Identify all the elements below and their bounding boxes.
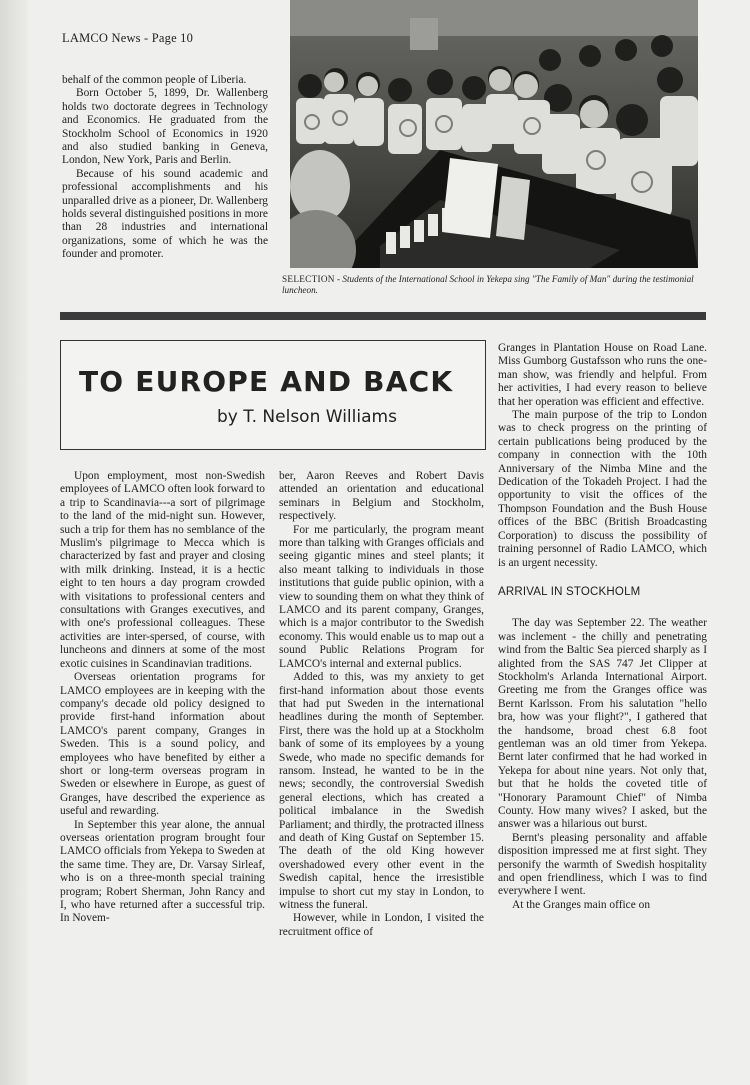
article-paragraph: In September this year alone, the annual overseas orientation program brought four LAMCO officials from Yekepa to Sweden at the same time. They are, Dr. Varsay Sirleaf, who is on a three-month special training program; Robert Sherman, John Rancy and I, who have returned after a successful trip. In Novem- (60, 818, 265, 925)
article-paragraph: At the Granges main office on (512, 898, 651, 911)
article-paragraph: Bernt's pleasing personality and affable disposition impressed me at first sight. They personify the warmth of Swedish hospitality and open friendliness, which I was to find everywhere I went. (498, 831, 707, 898)
caption-lead: SELECTION (282, 274, 335, 284)
article-paragraph: Upon employment, most non-Swedish employees of LAMCO often look forward to a trip to Scandinavia---a sort of pilgrimage to the land of the mid-night sun. However, such a trip for them has no semblance of the Muslim's pilgrimage to Mecca which is characterized by fast and prayer and closing with milk drinking. Instead, it is a hectic eight to ten hours a day program crowded with visitations to professional centers and consultations with Granges executives, and with one's professional colleagues. These activities are inter-spersed, of course, with luncheons and dinners at some of the most exotic cuisines in Scandinavian traditions. (60, 470, 265, 670)
article-paragraph: Overseas orientation programs for LAMCO employees are in keeping with the company's decade old policy designed to provide first-hand information about LAMCO's parent company, Granges in Sweden. This is a sound policy, and employees who have benefited by either a short or long-term overseas program in Sweden or elsewhere in Europe, as guest of Granges, have described the experience as useful and rewarding. (60, 671, 265, 818)
running-head: LAMCO News - Page 10 (62, 31, 194, 45)
article-paragraph: Granges in Plantation House on Road Lane. Miss Gumborg Gustafsson who runs the one-man show, was friendly and helpful. From her activities, I had every reason to believe that her operation was efficient and effective. (498, 342, 707, 408)
intro-paragraph: behalf of the common people of Liberia. (62, 74, 247, 86)
article-title: TO EUROPE AND BACK (79, 365, 454, 398)
article-paragraph: ber, Aaron Reeves and Robert Davis attended an orientation and educational seminars in Belgium and Stockholm, respectively. (279, 470, 484, 523)
article-paragraph: The main purpose of the trip to London was to check progress on the printing of certain publications being produced by the company in connection with the 10th Anniversary of the Nimba Mine and the Dedication of the Tokadeh Project. I had the opportunity to visit the offices of the Thompson Foundation and the Bush House offices of the BBC (British Broadcasting Corporation) to discuss the possibility of training personnel of Radio LAMCO, which is an urgent necessity. (498, 409, 707, 569)
article-title-box (60, 340, 486, 450)
article-paragraph: The day was September 22. The weather was inclement - the chilly and penetrating wind from the Baltic Sea pierced sharply as I alighted from the SAS 747 Jet Clipper at Stockholm's Arlanda International Airport. Greeting me from the Granges office was Bernt Karlsson. From his salutation "hello bra, how was your flight?", I gathered that the handsome, broad chest 6.8 foot gentleman was an old timer from Yekepa. Bernt later confirmed that he had worked in Yekepa for about nine years. Not only that, but that he holds the coveted title of "Honorary Paramount Chief" of Nimba County. How many wives? I asked, but the answer was a hilarious out burst. (498, 617, 707, 831)
photo-caption (282, 274, 710, 296)
page-edge (0, 0, 28, 1085)
section-divider (60, 312, 706, 320)
intro-paragraph: Born October 5, 1899, Dr. Wallenberg holds two doctorate degrees in Technology and Economics. He graduated from the Stockholm School of Economics in 1920 and also studied banking in Geneva, London, New York, Paris and Berlin. (62, 87, 268, 167)
intro-column (62, 74, 268, 262)
photo-illustration (290, 0, 698, 268)
photo-students-singing (290, 0, 698, 268)
intro-paragraph: Because of his sound academic and professional accomplishments and his unparalled drive as a pioneer, Dr. Wallenberg holds several distinguished positions in more than 28 industries and international organizations, some of which he was the founder and promoter. (62, 167, 268, 261)
article-paragraph: Added to this, was my anxiety to get first-hand information about those events that had put Sweden in the international headlines during the month of September. First, there was the hold up at a Stockholm bank of some of its employees by a young Swede, who made no specific demands for ransom. Instead, he wanted to be in the news; secondly, the controversial Swedish general elections, which has created a political imbalance in the Swedish Parliament; and thirdly, the protracted illness and death of King Gustaf on September 15. The death of the old King however overshadowed every other event in the Swedish capital, hence the irresistible impulse to short cut my stay in London, to witness the funeral. (279, 671, 484, 911)
article-byline: by T. Nelson Williams (217, 407, 397, 427)
article-paragraph: For me particularly, the program meant more than talking with Granges officials and seeing gigantic mines and steel plants; it also meant talking to individuals in those institutions that guide public opinion, with a view to sounding them on what they think of LAMCO and its parent company, Granges, which is a major contributor to the Swedish economy. This would enable us to map out a sound Public Relations Program for LAMCO's internal and external publics. (279, 523, 484, 670)
article-paragraph: However, while in London, I visited the recruitment office of (279, 912, 484, 938)
article-column-right (498, 342, 707, 912)
article-column-middle (279, 470, 484, 939)
section-subhead: ARRIVAL IN STOCKHOLM (498, 585, 641, 598)
article-column-left (60, 470, 265, 926)
caption-text: - Students of the International School in Yekepa sing "The Family of Man" during the testimonial luncheon. (282, 274, 694, 295)
